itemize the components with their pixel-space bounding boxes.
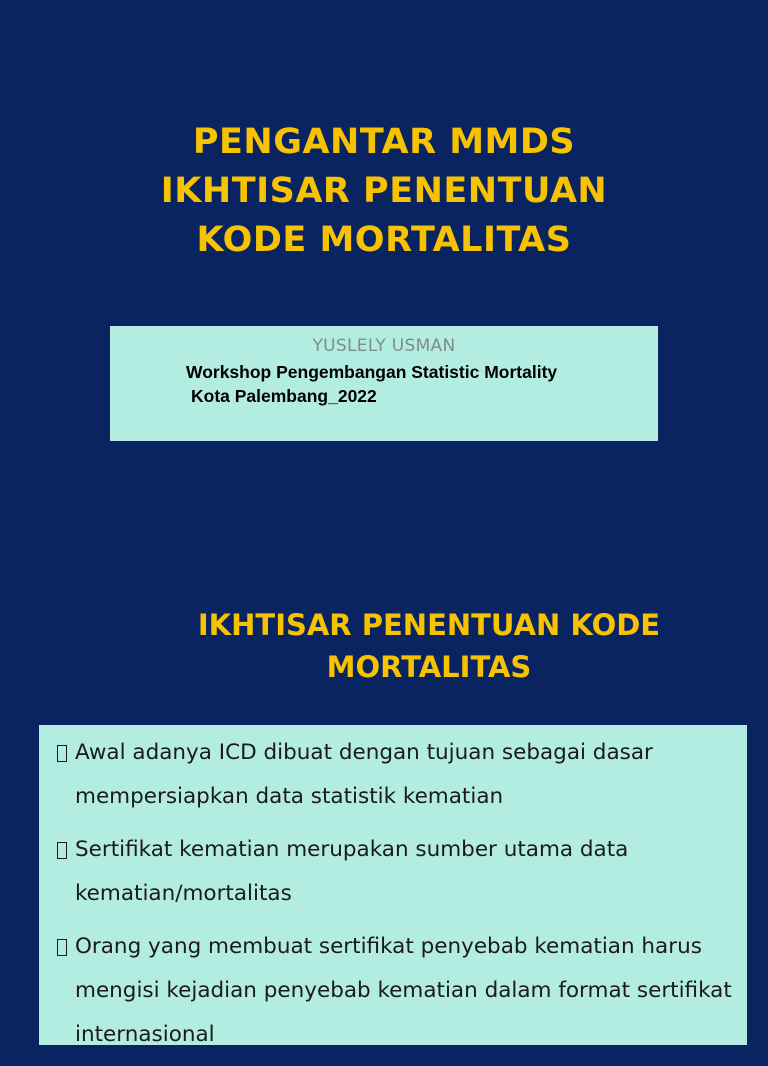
main-title-line-3: KODE MORTALITAS — [196, 220, 572, 260]
square-bullet-icon — [57, 745, 67, 762]
bullet-list — [57, 731, 747, 1066]
bullet-item — [57, 828, 747, 916]
workshop-location: Kota Palembang_2022 — [191, 386, 377, 406]
slide-overview — [0, 540, 768, 1047]
section-title-line-1: IKHTISAR PENENTUAN KODE — [197, 608, 661, 642]
main-title-line-1: PENGANTAR MMDS — [192, 122, 576, 162]
section-title — [60, 604, 768, 688]
content-box — [39, 725, 747, 1045]
main-title — [0, 118, 768, 265]
section-title-line-2: MORTALITAS — [326, 650, 532, 684]
subtitle-box — [110, 326, 658, 441]
square-bullet-icon — [57, 842, 67, 859]
workshop-title: Workshop Pengembangan Statistic Mortality — [186, 362, 558, 382]
bullet-text: Awal adanya ICD dibuat dengan tujuan sebagai dasar mempersiapkan data statistik kematian — [75, 740, 653, 809]
bullet-text: Sertifikat kematian merupakan sumber utama data kematian/mortalitas — [75, 837, 629, 906]
bullet-item — [57, 925, 747, 1057]
bullet-item — [57, 731, 747, 819]
author-name: YUSLELY USMAN — [312, 336, 456, 356]
main-title-line-2: IKHTISAR PENENTUAN — [160, 171, 608, 211]
square-bullet-icon — [57, 939, 67, 956]
bullet-text: Orang yang membuat sertifikat penyebab kematian harus mengisi kejadian penyebab kematian dalam format sertifikat internasional — [75, 934, 732, 1047]
